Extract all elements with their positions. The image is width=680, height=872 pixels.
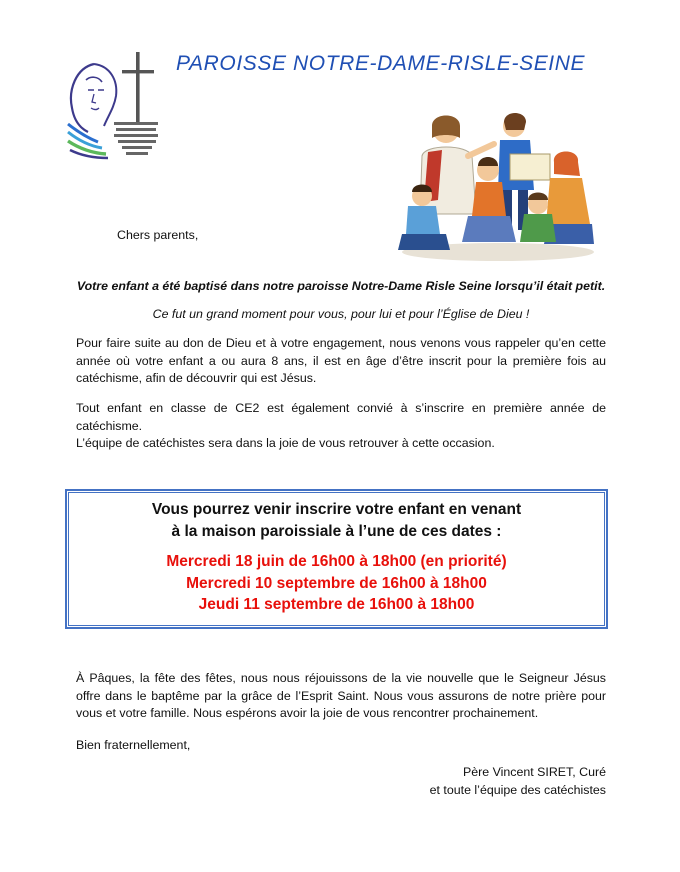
intro-italic-line: Ce fut un grand moment pour vous, pour lui et pour l’Église de Dieu !	[152, 307, 530, 321]
registration-heading-line-1: Vous pourrez venir inscrire votre enfant en venant	[151, 501, 522, 518]
intro-bold-line: Votre enfant a été baptisé dans notre paroisse Notre-Dame Risle Seine lorsqu’il était petit.	[76, 279, 606, 293]
paragraph-1: Pour faire suite au don de Dieu et à votre engagement, nous venons vous rappeler qu’en cette année où votre enfant a ou aura 8 ans, il est en âge d’être inscrit pour la première fois au catéchisme, afin de découvrir qui est Jésus.	[76, 336, 606, 385]
jesus-with-children-illustration	[398, 104, 598, 262]
paragraph-3: À Pâques, la fête des fêtes, nous nous réjouissons de la vie nouvelle que le Seigneur Jésus offre dans le baptême par la grâce de l’Esprit Saint. Nous vous assurons de notre prière pour vous et votre famille. Nous espérons avoir la joie de vous rencontrer prochainement.	[76, 671, 606, 720]
registration-box	[65, 489, 608, 629]
registration-heading-line-2: à la maison paroissiale à l’une de ces dates :	[171, 523, 502, 540]
greeting: Chers parents,	[117, 228, 199, 242]
paragraph-2-line-2: L’équipe de catéchistes sera dans la joie de vous retrouver à cette occasion.	[76, 436, 495, 450]
registration-date-1: Mercredi 18 juin de 16h00 à 18h00 (en priorité)	[166, 553, 507, 570]
paragraph-2-line-1: Tout enfant en classe de CE2 est également convié à s’inscrire en première année de catéchisme.	[76, 401, 606, 433]
signature-line-2: et toute l’équipe des catéchistes	[429, 782, 606, 797]
paragraph-2	[76, 400, 606, 453]
registration-heading	[67, 499, 606, 543]
signature-line-1: Père Vincent SIRET, Curé	[462, 765, 606, 779]
parish-logo-icon	[64, 46, 166, 164]
parish-title: PAROISSE NOTRE-DAME-RISLE-SEINE	[176, 52, 586, 75]
registration-date-3: Jeudi 11 septembre de 16h00 à 18h00	[198, 596, 475, 613]
closing: Bien fraternellement,	[76, 738, 191, 752]
signature	[76, 764, 606, 799]
registration-date-2: Mercredi 10 septembre de 16h00 à 18h00	[186, 574, 487, 592]
registration-dates	[67, 551, 606, 616]
